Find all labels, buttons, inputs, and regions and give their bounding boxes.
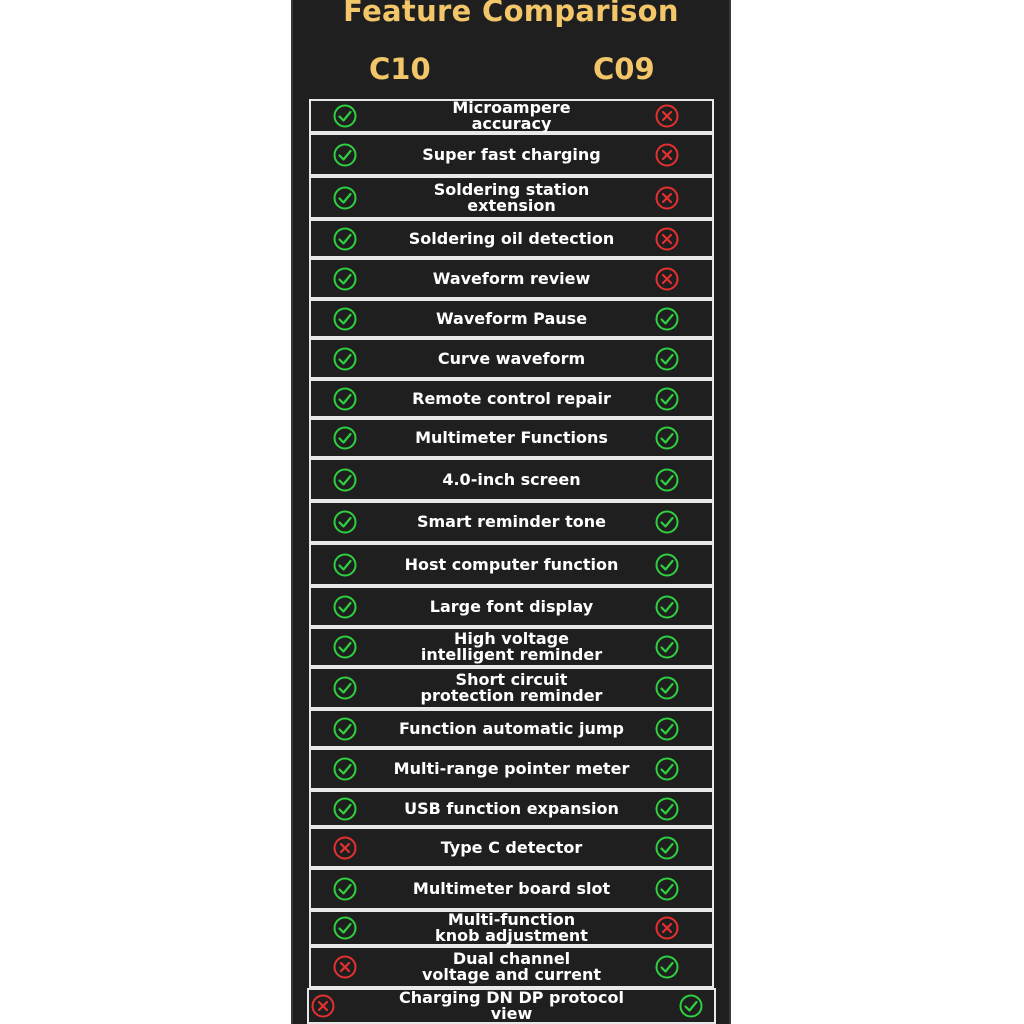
check-icon <box>333 307 357 331</box>
check-icon <box>655 676 679 700</box>
table-row <box>309 709 714 748</box>
check-icon <box>655 595 679 619</box>
cross-icon <box>333 836 357 860</box>
table-row <box>309 299 714 338</box>
cross-icon <box>655 186 679 210</box>
check-icon <box>333 676 357 700</box>
check-icon <box>333 104 357 128</box>
table-row <box>309 99 714 133</box>
check-icon <box>333 797 357 821</box>
check-icon <box>655 836 679 860</box>
feature-label: Dual channel voltage and current <box>422 949 601 984</box>
check-icon <box>333 877 357 901</box>
table-row <box>309 667 714 709</box>
table-row <box>309 790 714 827</box>
table-row <box>309 946 714 988</box>
check-icon <box>655 387 679 411</box>
feature-label: Charging DN DP protocol view <box>399 988 624 1023</box>
table-row <box>309 338 714 379</box>
check-icon <box>333 916 357 940</box>
feature-label: Soldering oil detection <box>408 228 615 248</box>
table-row <box>309 910 714 946</box>
feature-label: Curve waveform <box>437 348 586 368</box>
table-row <box>309 133 714 176</box>
table-row <box>309 458 714 501</box>
check-icon <box>655 510 679 534</box>
cross-icon <box>333 955 357 979</box>
feature-label: USB function expansion <box>404 798 619 818</box>
check-icon <box>655 877 679 901</box>
check-icon <box>333 510 357 534</box>
check-icon <box>655 635 679 659</box>
table-row <box>309 219 714 258</box>
check-icon <box>333 143 357 167</box>
table-row <box>309 418 714 458</box>
check-icon <box>655 307 679 331</box>
check-icon <box>655 426 679 450</box>
check-icon <box>333 468 357 492</box>
table-row <box>309 379 714 418</box>
check-icon <box>655 717 679 741</box>
check-icon <box>333 186 357 210</box>
check-icon <box>655 553 679 577</box>
check-icon <box>333 387 357 411</box>
check-icon <box>333 227 357 251</box>
table-row <box>309 543 714 586</box>
feature-label: High voltage intelligent reminder <box>420 629 603 664</box>
comparison-panel <box>291 0 731 1024</box>
check-icon <box>655 468 679 492</box>
feature-label: Super fast charging <box>422 144 601 164</box>
feature-label: Function automatic jump <box>399 718 624 738</box>
feature-label: Multi-function knob adjustment <box>435 910 588 945</box>
check-icon <box>333 635 357 659</box>
check-icon <box>333 717 357 741</box>
check-icon <box>333 347 357 371</box>
feature-label: 4.0-inch screen <box>442 469 581 489</box>
cross-icon <box>655 227 679 251</box>
feature-label: Multimeter Functions <box>415 428 608 447</box>
check-icon <box>679 994 703 1018</box>
page-title: Feature Comparison <box>343 0 679 28</box>
cross-icon <box>655 104 679 128</box>
check-icon <box>655 757 679 781</box>
table-row <box>309 501 714 543</box>
feature-label: Large font display <box>429 596 594 616</box>
feature-label: Microampere accuracy <box>452 98 571 133</box>
feature-label: Smart reminder tone <box>416 512 607 531</box>
feature-label: Waveform review <box>432 268 591 288</box>
table-row <box>309 258 714 299</box>
check-icon <box>333 426 357 450</box>
feature-label: Waveform Pause <box>435 308 588 328</box>
column-header-c09: C09 <box>593 52 655 86</box>
cross-icon <box>655 916 679 940</box>
check-icon <box>333 595 357 619</box>
feature-label: Multimeter board slot <box>412 879 611 898</box>
feature-label: Soldering station extension <box>433 179 590 215</box>
table-row <box>309 586 714 627</box>
table-row <box>309 827 714 868</box>
check-icon <box>333 553 357 577</box>
check-icon <box>655 797 679 821</box>
feature-label: Multi-range pointer meter <box>393 759 630 778</box>
table-row <box>309 748 714 790</box>
feature-label: Remote control repair <box>412 388 611 408</box>
check-icon <box>655 955 679 979</box>
feature-label: Short circuit protection reminder <box>420 670 603 705</box>
table-row <box>307 988 716 1024</box>
table-row <box>309 176 714 219</box>
cross-icon <box>655 143 679 167</box>
cross-icon <box>655 267 679 291</box>
column-header-c10: C10 <box>369 52 431 86</box>
check-icon <box>333 267 357 291</box>
check-icon <box>655 347 679 371</box>
feature-label: Host computer function <box>404 554 619 574</box>
feature-label: Type C detector <box>440 837 583 857</box>
check-icon <box>333 757 357 781</box>
table-row <box>309 627 714 667</box>
cross-icon <box>311 994 335 1018</box>
table-row <box>309 868 714 910</box>
